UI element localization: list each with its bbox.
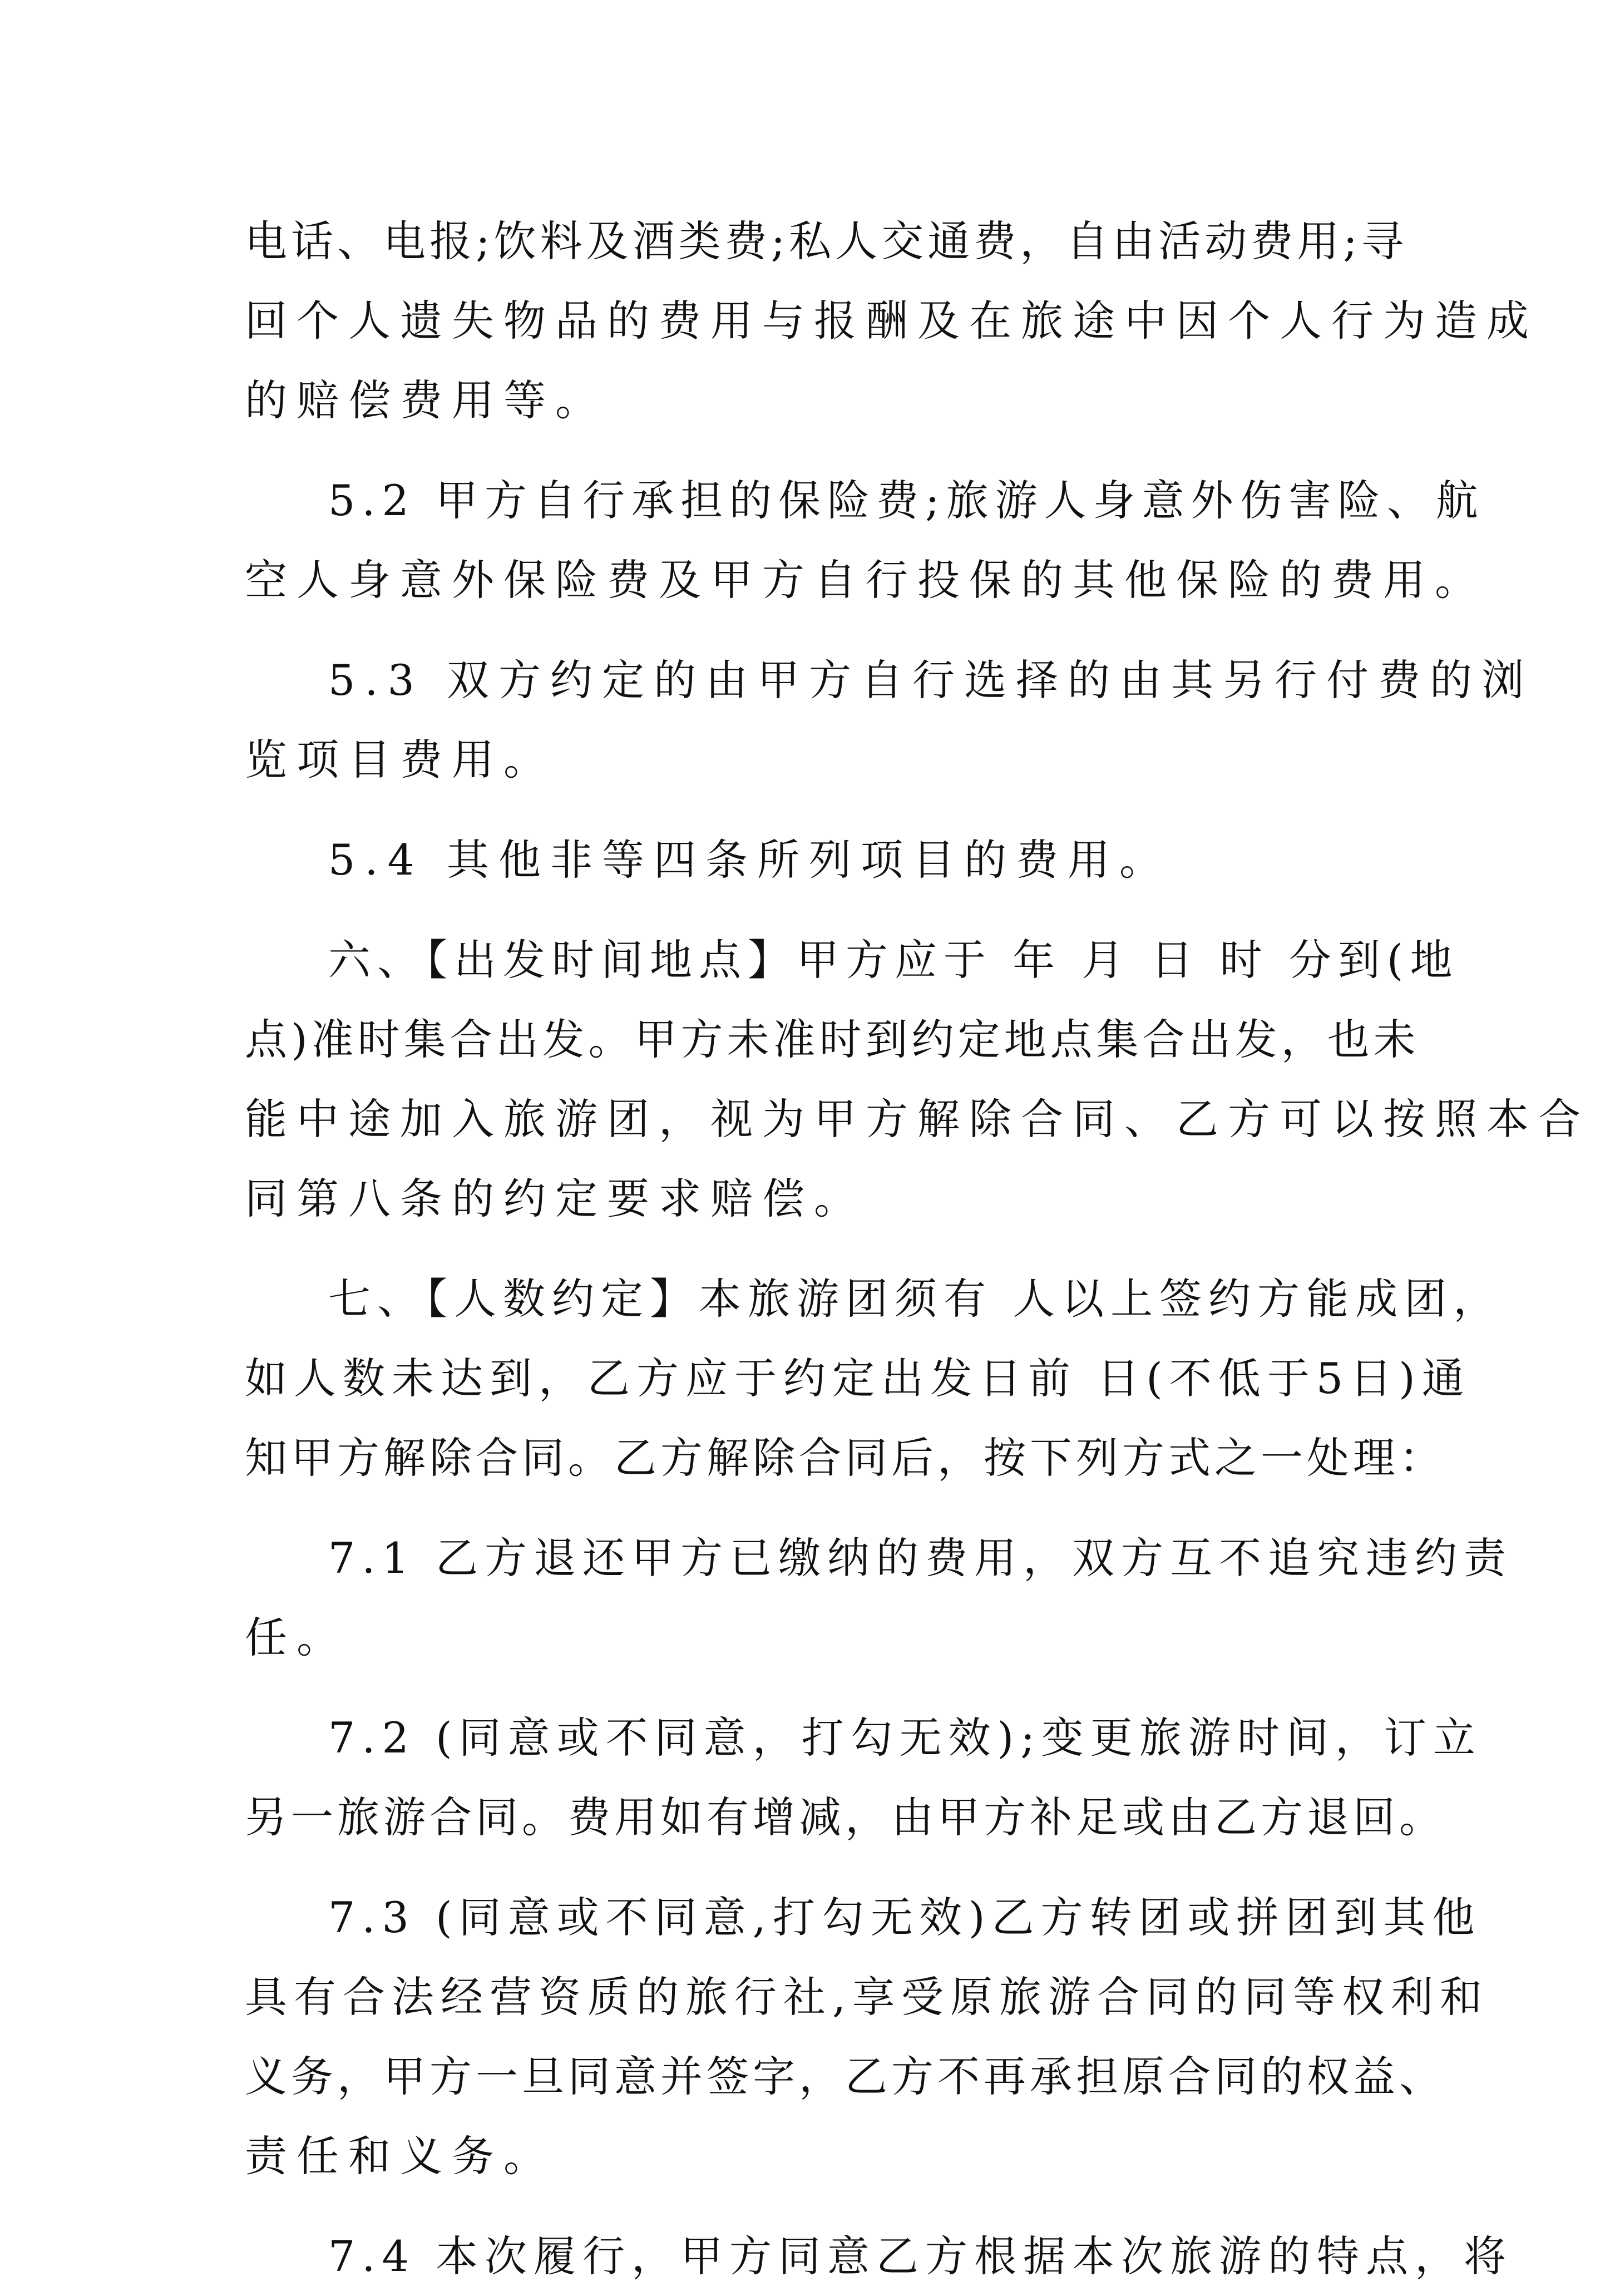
paragraph-line: 如人数未达到，乙方应于约定出发日前 日(不低于5日)通 [245, 1354, 1471, 1403]
paragraph-line: 知甲方解除合同。乙方解除合同后，按下列方式之一处理： [245, 1433, 1445, 1483]
clause-5-4-line: 5.4 其他非等四条所列项目的费用。 [328, 835, 1172, 885]
clause-5-2-line: 5.2 甲方自行承担的保险费;旅游人身意外伤害险、航 [328, 476, 1485, 525]
paragraph-line: 的赔偿费用等。 [245, 376, 607, 425]
paragraph-line: 具有合法经营资质的旅行社,享受原旅游合同的同等权利和 [245, 1972, 1489, 2022]
paragraph-line: 空人身意外保险费及甲方自行投保的其他保险的费用。 [245, 555, 1486, 605]
clause-7-2-line: 7.2 (同意或不同意，打勾无效);变更旅游时间，订立 [328, 1713, 1482, 1762]
clause-7-1-line: 7.1 乙方退还甲方已缴纳的费用，双方互不追究违约责 [328, 1533, 1513, 1583]
section-7-line: 七、【人数约定】本旅游团须有 人以上签约方能成团， [328, 1274, 1503, 1324]
section-6-line: 六、【出发时间地点】甲方应于 年 月 日 时 分到(地 [328, 935, 1459, 985]
clause-7-4-line: 7.4 本次履行，甲方同意乙方根据本次旅游的特点，将 [328, 2231, 1513, 2281]
paragraph-line: 电话、电报;饮料及酒类费;私人交通费，自由活动费用;寻 [245, 216, 1407, 266]
clause-7-3-line: 7.3 (同意或不同意,打勾无效)乙方转团或拼团到其他 [328, 1893, 1481, 1942]
paragraph-line: 览项目费用。 [245, 735, 555, 784]
paragraph-line: 同第八条的约定要求赔偿。 [245, 1174, 866, 1223]
document-body [245, 201, 1590, 2296]
paragraph-line: 任。 [245, 1613, 348, 1662]
paragraph-line: 能中途加入旅游团，视为甲方解除合同、乙方可以按照本合 [245, 1094, 1590, 1144]
paragraph-line: 回个人遗失物品的费用与报酬及在旅途中因个人行为造成 [245, 296, 1538, 345]
paragraph-line: 点)准时集合出发。甲方未准时到约定地点集合出发，也未 [245, 1015, 1420, 1064]
paragraph-line: 另一旅游合同。费用如有增减，由甲方补足或由乙方退回。 [245, 1793, 1445, 1842]
clause-5-3-line: 5.3 双方约定的由甲方自行选择的由其另行付费的浏 [328, 655, 1534, 705]
paragraph-line: 义务，甲方一旦同意并签字，乙方不再承担原合同的权益、 [245, 2052, 1445, 2101]
paragraph-line: 责任和义务。 [245, 2131, 555, 2181]
